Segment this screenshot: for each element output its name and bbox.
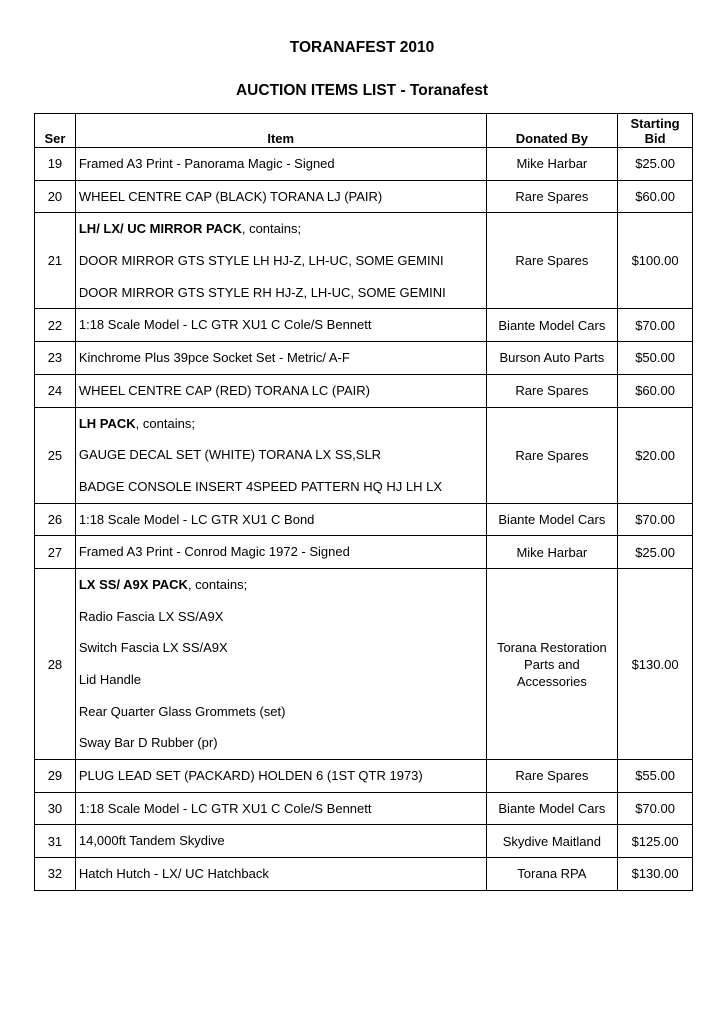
row-item (75, 342, 486, 375)
item-text: Kinchrome Plus 39pce Socket Set - Metric/ A-F (78, 350, 350, 366)
row-ser: 29 (35, 760, 76, 793)
row-starting-bid: $100.00 (618, 213, 693, 309)
table-row (35, 180, 693, 213)
row-starting-bid: $70.00 (618, 503, 693, 536)
item-text: Switch Fascia LX SS/A9X (78, 640, 228, 656)
row-item (75, 760, 486, 793)
row-starting-bid: $125.00 (618, 825, 693, 858)
item-text: Sway Bar D Rubber (pr) (78, 735, 218, 751)
row-donated-by: Rare Spares (486, 760, 618, 793)
row-item (75, 407, 486, 503)
table-row (35, 760, 693, 793)
table-header-row (35, 114, 693, 148)
item-line (79, 375, 486, 407)
item-text: DOOR MIRROR GTS STYLE RH HJ-Z, LH-UC, SOME GEMINI (78, 284, 446, 300)
row-item (75, 180, 486, 213)
item-text: Radio Fascia LX SS/A9X (78, 608, 224, 624)
column-header-starting-bid (618, 114, 693, 148)
item-line (79, 760, 486, 792)
item-line (79, 277, 486, 309)
table-row (35, 148, 693, 181)
row-donated-by: Skydive Maitland (486, 825, 618, 858)
item-line (79, 309, 486, 341)
item-text: , contains; (187, 576, 248, 592)
item-line (79, 858, 486, 890)
row-donated-by: Biante Model Cars (486, 503, 618, 536)
row-ser: 21 (35, 213, 76, 309)
item-line (79, 213, 486, 245)
row-donated-by: Mike Harbar (486, 148, 618, 181)
donor-line: Torana Restoration (496, 639, 607, 655)
row-starting-bid: $55.00 (618, 760, 693, 793)
donor-line: Parts and (524, 656, 580, 672)
item-line (79, 342, 486, 374)
item-line (79, 696, 486, 728)
column-header-donated-by: Donated By (486, 114, 618, 148)
row-ser: 22 (35, 309, 76, 342)
item-text: Framed A3 Print - Conrod Magic 1972 - Signed (78, 544, 350, 560)
table-row (35, 536, 693, 569)
item-line (79, 632, 486, 664)
item-text: WHEEL CENTRE CAP (BLACK) TORANA LJ (PAIR) (78, 188, 383, 204)
item-text: Hatch Hutch - LX/ UC Hatchback (78, 866, 269, 882)
row-donated-by: Burson Auto Parts (486, 342, 618, 375)
auction-items-table (34, 113, 693, 891)
row-ser: 23 (35, 342, 76, 375)
table-row (35, 374, 693, 407)
item-line (79, 181, 486, 213)
item-text: , contains; (241, 221, 302, 237)
item-text: WHEEL CENTRE CAP (RED) TORANA LC (PAIR) (78, 382, 370, 398)
item-text: GAUGE DECAL SET (WHITE) TORANA LX SS,SLR (78, 447, 382, 463)
row-item (75, 148, 486, 181)
table-row (35, 213, 693, 309)
table-row (35, 792, 693, 825)
item-line (79, 504, 486, 536)
table-row (35, 825, 693, 858)
table-row (35, 858, 693, 891)
row-starting-bid: $25.00 (618, 148, 693, 181)
row-starting-bid: $130.00 (618, 858, 693, 891)
row-starting-bid: $70.00 (618, 792, 693, 825)
row-ser: 30 (35, 792, 76, 825)
table-row (35, 568, 693, 759)
item-text: Rear Quarter Glass Grommets (set) (78, 703, 286, 719)
row-ser: 31 (35, 825, 76, 858)
donor-line: Accessories (516, 673, 587, 689)
item-text: BADGE CONSOLE INSERT 4SPEED PATTERN HQ HJ LH LX (78, 478, 442, 494)
column-header-bid-line2: Bid (644, 131, 666, 146)
item-text: Framed A3 Print - Panorama Magic - Signed (78, 156, 335, 171)
item-line (79, 148, 486, 180)
item-line (79, 825, 486, 857)
item-line (79, 793, 486, 825)
item-text: PLUG LEAD SET (PACKARD) HOLDEN 6 (1ST QTR 1973) (78, 768, 423, 784)
table-row (35, 342, 693, 375)
table-row (35, 407, 693, 503)
document-title: TORANAFEST 2010 (289, 39, 435, 56)
row-ser: 20 (35, 180, 76, 213)
document-subtitle: AUCTION ITEMS LIST - Toranafest (235, 82, 489, 99)
row-item (75, 568, 486, 759)
row-starting-bid: $60.00 (618, 374, 693, 407)
row-ser: 26 (35, 503, 76, 536)
item-text: 1:18 Scale Model - LC GTR XU1 C Bond (78, 511, 315, 527)
item-text: 1:18 Scale Model - LC GTR XU1 C Cole/S Bennett (78, 800, 372, 816)
row-ser: 32 (35, 858, 76, 891)
row-starting-bid: $50.00 (618, 342, 693, 375)
row-donated-by: Biante Model Cars (486, 792, 618, 825)
row-ser: 27 (35, 536, 76, 569)
item-line (79, 439, 486, 471)
column-header-ser: Ser (35, 114, 76, 148)
row-donated-by: Torana RPA (486, 858, 618, 891)
row-starting-bid: $25.00 (618, 536, 693, 569)
row-donated-by: Rare Spares (486, 407, 618, 503)
row-starting-bid: $20.00 (618, 407, 693, 503)
table-row (35, 503, 693, 536)
column-header-item: Item (75, 114, 486, 148)
table-row (35, 309, 693, 342)
pack-title: LH/ LX/ UC MIRROR PACK (78, 221, 242, 237)
item-text: 14,000ft Tandem Skydive (78, 833, 225, 849)
row-donated-by: Biante Model Cars (486, 309, 618, 342)
row-ser: 28 (35, 568, 76, 759)
row-item (75, 825, 486, 858)
item-text: 1:18 Scale Model - LC GTR XU1 C Cole/S Bennett (78, 317, 372, 333)
item-line (79, 664, 486, 696)
row-starting-bid: $130.00 (618, 568, 693, 759)
row-starting-bid: $70.00 (618, 309, 693, 342)
row-ser: 19 (35, 148, 76, 181)
item-line (79, 471, 486, 503)
item-line (79, 727, 486, 759)
row-donated-by (486, 568, 618, 759)
row-donated-by: Rare Spares (486, 374, 618, 407)
item-text: Lid Handle (78, 672, 142, 687)
item-text: , contains; (135, 415, 195, 431)
row-item (75, 309, 486, 342)
row-ser: 25 (35, 407, 76, 503)
row-donated-by: Mike Harbar (486, 536, 618, 569)
pack-title: LX SS/ A9X PACK (78, 576, 188, 592)
row-item (75, 213, 486, 309)
item-line (79, 569, 486, 601)
row-item (75, 503, 486, 536)
pack-title: LH PACK (78, 415, 136, 431)
row-item (75, 374, 486, 407)
row-item (75, 536, 486, 569)
row-item (75, 858, 486, 891)
item-line (79, 408, 486, 440)
column-header-bid-line1: Starting (630, 116, 680, 131)
item-line (79, 245, 486, 277)
row-ser: 24 (35, 374, 76, 407)
row-donated-by: Rare Spares (486, 213, 618, 309)
item-line (79, 536, 486, 568)
row-donated-by: Rare Spares (486, 180, 618, 213)
row-starting-bid: $60.00 (618, 180, 693, 213)
item-text: DOOR MIRROR GTS STYLE LH HJ-Z, LH-UC, SOME GEMINI (78, 253, 444, 269)
row-item (75, 792, 486, 825)
item-line (79, 601, 486, 633)
